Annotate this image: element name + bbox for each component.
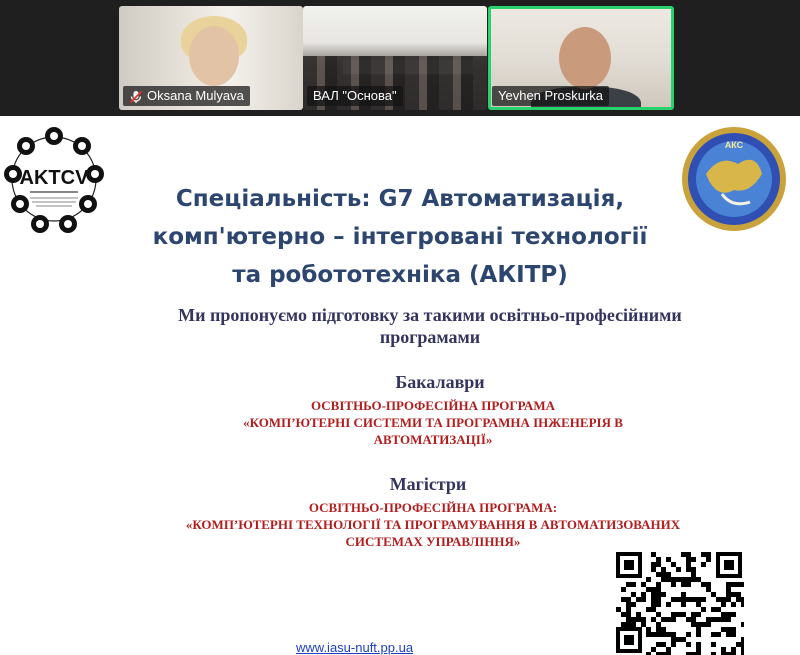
qr-module: [651, 597, 656, 602]
qr-module: [726, 617, 731, 622]
qr-module: [686, 552, 691, 557]
qr-module: [671, 612, 676, 617]
qr-module: [706, 622, 711, 627]
qr-module: [666, 632, 671, 637]
qr-module: [736, 642, 741, 647]
qr-module: [646, 632, 651, 637]
qr-module: [636, 597, 641, 602]
qr-module: [731, 632, 736, 637]
title-line: комп'ютерно – інтегровані технології: [152, 224, 648, 250]
intro-text: [100, 304, 760, 348]
qr-module: [621, 612, 626, 617]
bachelor-program-line: «КОМП’ЮТЕРНІ СИСТЕМИ ТА ПРОГРАМНА ІНЖЕНЕРІЯ В: [243, 415, 623, 430]
qr-module: [706, 557, 711, 562]
qr-module: [691, 577, 696, 582]
qr-module: [711, 632, 716, 637]
qr-module: [696, 627, 701, 632]
qr-module: [701, 562, 706, 567]
qr-module: [681, 577, 686, 582]
qr-module: [726, 627, 731, 632]
participant-tile-yevhen-active[interactable]: [488, 6, 674, 110]
qr-module: [671, 637, 676, 642]
qr-module: [661, 577, 666, 582]
participant-name: Yevhen Proskurka: [498, 88, 604, 103]
qr-module: [621, 587, 626, 592]
qr-module: [721, 627, 726, 632]
qr-module: [681, 597, 686, 602]
qr-module: [661, 572, 666, 577]
qr-module: [671, 617, 676, 622]
qr-module: [681, 552, 686, 557]
qr-code[interactable]: [614, 550, 744, 655]
qr-module: [716, 632, 721, 637]
qr-module: [666, 557, 671, 562]
qr-module: [691, 597, 696, 602]
logo-text: AKTCV: [19, 167, 89, 189]
qr-module: [686, 597, 691, 602]
qr-module: [711, 592, 716, 597]
title-line: та робототехніка (АКІТР): [232, 262, 568, 288]
qr-module: [696, 612, 701, 617]
qr-module: [626, 622, 631, 627]
qr-module: [641, 597, 646, 602]
qr-module: [681, 592, 686, 597]
qr-module: [656, 597, 661, 602]
qr-module: [626, 612, 631, 617]
qr-module: [686, 617, 691, 622]
qr-module: [671, 562, 676, 567]
shared-slide: [0, 116, 800, 655]
qr-module: [651, 587, 656, 592]
qr-module: [696, 597, 701, 602]
qr-module: [651, 647, 656, 652]
bachelor-program-line: ОСВІТНЬО-ПРОФЕСІЙНА ПРОГРАМА: [311, 398, 555, 413]
slide-title: [110, 180, 690, 294]
qr-module: [731, 612, 736, 617]
qr-module: [661, 617, 666, 622]
qr-module: [711, 607, 716, 612]
participant-tile-val[interactable]: [303, 6, 487, 110]
qr-module: [731, 592, 736, 597]
qr-module: [656, 612, 661, 617]
qr-module: [671, 597, 676, 602]
qr-module: [666, 647, 671, 652]
qr-module: [651, 632, 656, 637]
qr-module: [736, 582, 741, 587]
qr-module: [691, 617, 696, 622]
qr-module: [676, 577, 681, 582]
qr-module: [671, 582, 676, 587]
qr-module: [651, 617, 656, 622]
qr-module: [696, 632, 701, 637]
qr-module: [721, 602, 726, 607]
qr-module: [721, 597, 726, 602]
qr-module: [671, 632, 676, 637]
qr-module: [741, 642, 744, 647]
qr-module: [626, 582, 631, 587]
master-program-line: ОСВІТНЬО-ПРОФЕСІЙНА ПРОГРАМА:: [308, 500, 558, 515]
qr-module: [651, 602, 656, 607]
qr-module: [731, 627, 736, 632]
qr-module: [686, 642, 691, 647]
qr-module: [661, 642, 666, 647]
qr-module: [731, 602, 736, 607]
qr-module: [716, 607, 721, 612]
qr-module: [616, 607, 621, 612]
qr-module: [656, 592, 661, 597]
qr-module: [666, 572, 671, 577]
participant-name-tag: [123, 86, 250, 106]
qr-module: [676, 597, 681, 602]
qr-module: [701, 582, 706, 587]
qr-module: [726, 597, 731, 602]
university-emblem: [672, 124, 796, 234]
qr-module: [651, 562, 656, 567]
qr-module: [696, 622, 701, 627]
qr-module: [731, 647, 736, 652]
qr-module: [741, 622, 744, 627]
qr-module: [631, 582, 636, 587]
participant-name-tag: [307, 86, 403, 106]
qr-module: [661, 592, 666, 597]
qr-module: [641, 582, 646, 587]
website-link[interactable]: www.iasu-nuft.pp.ua: [296, 640, 414, 655]
participant-name: ВАЛ "Основа": [313, 88, 397, 103]
qr-module: [656, 602, 661, 607]
qr-module: [706, 552, 711, 557]
qr-module: [686, 582, 691, 587]
bachelor-heading: Бакалаври: [395, 372, 485, 392]
qr-module: [721, 647, 726, 652]
qr-module: [726, 587, 731, 592]
qr-module: [686, 562, 691, 567]
qr-module: [706, 587, 711, 592]
qr-module: [736, 592, 741, 597]
qr-module: [726, 582, 731, 587]
participant-name-tag: [492, 86, 609, 106]
qr-module: [656, 627, 661, 632]
qr-module: [691, 572, 696, 577]
title-line: Спеціальність: G7 Автоматизація,: [175, 186, 625, 212]
qr-module: [636, 612, 641, 617]
qr-module: [711, 642, 716, 647]
qr-module: [741, 597, 744, 602]
qr-module: [686, 632, 691, 637]
qr-module: [721, 617, 726, 622]
qr-module: [726, 632, 731, 637]
mic-off-icon: [129, 90, 143, 104]
master-heading: Магістри: [389, 474, 467, 494]
master-program-line: СИСТЕМАХ УПРАВЛІННЯ»: [345, 534, 521, 549]
qr-module: [741, 602, 744, 607]
qr-module: [666, 602, 671, 607]
qr-module: [721, 612, 726, 617]
qr-module: [656, 562, 661, 567]
qr-module: [626, 597, 631, 602]
qr-module: [731, 582, 736, 587]
bachelor-program-line: АВТОМАТИЗАЦІЇ»: [373, 432, 493, 447]
qr-module: [736, 597, 741, 602]
qr-module: [631, 602, 636, 607]
qr-module: [691, 612, 696, 617]
participant-face: [189, 26, 239, 86]
qr-module: [706, 582, 711, 587]
qr-module: [726, 612, 731, 617]
qr-module: [651, 607, 656, 612]
qr-module: [741, 582, 744, 587]
qr-module: [676, 567, 681, 572]
qr-module: [686, 557, 691, 562]
qr-module: [656, 557, 661, 562]
qr-module: [626, 617, 631, 622]
qr-module: [666, 577, 671, 582]
qr-module: [641, 622, 646, 627]
qr-module: [681, 612, 686, 617]
qr-module: [686, 577, 691, 582]
qr-module: [696, 602, 701, 607]
intro-line: програмами: [379, 327, 481, 347]
qr-module: [661, 632, 666, 637]
qr-module: [631, 592, 636, 597]
qr-module: [621, 597, 626, 602]
qr-module: [716, 617, 721, 622]
qr-module: [661, 627, 666, 632]
qr-module: [666, 617, 671, 622]
qr-module: [656, 642, 661, 647]
qr-module: [706, 617, 711, 622]
qr-module: [676, 612, 681, 617]
qr-module: [651, 552, 656, 557]
qr-module: [656, 622, 661, 627]
qr-module: [681, 602, 686, 607]
qr-module: [646, 577, 651, 582]
participant-tile-oksana[interactable]: [119, 6, 303, 110]
qr-module: [631, 617, 636, 622]
qr-module: [671, 577, 676, 582]
qr-module: [701, 552, 706, 557]
qr-module: [701, 607, 706, 612]
qr-module: [726, 592, 731, 597]
qr-module: [636, 617, 641, 622]
qr-module: [741, 647, 744, 652]
qr-module: [681, 637, 686, 642]
video-strip: [0, 0, 800, 116]
qr-module: [701, 622, 706, 627]
qr-module: [646, 607, 651, 612]
qr-module: [691, 622, 696, 627]
qr-module: [686, 567, 691, 572]
qr-module: [646, 627, 651, 632]
qr-module: [641, 617, 646, 622]
qr-module: [656, 572, 661, 577]
participant-name: Oksana Mulyava: [147, 88, 244, 103]
qr-module: [696, 647, 701, 652]
qr-module: [646, 587, 651, 592]
qr-module: [691, 557, 696, 562]
master-program-line: «КОМП’ЮТЕРНІ ТЕХНОЛОГІЇ ТА ПРОГРАМУВАННЯ В АВТОМАТИЗОВАНИХ: [185, 517, 681, 532]
qr-module: [631, 622, 636, 627]
qr-module: [651, 592, 656, 597]
qr-module: [661, 567, 666, 572]
qr-module: [626, 602, 631, 607]
qr-module: [656, 582, 661, 587]
qr-module: [671, 642, 676, 647]
department-logo: [2, 122, 106, 236]
qr-module: [711, 617, 716, 622]
emblem-text: АКС: [724, 140, 744, 150]
qr-module: [651, 567, 656, 572]
qr-module: [676, 637, 681, 642]
qr-module: [741, 637, 744, 642]
intro-line: Ми пропонуємо підготовку за такими освітньо-професійними: [178, 305, 682, 325]
qr-module: [656, 632, 661, 637]
qr-module: [656, 587, 661, 592]
qr-module: [691, 567, 696, 572]
qr-module: [716, 597, 721, 602]
qr-module: [641, 592, 646, 597]
qr-module: [696, 642, 701, 647]
qr-module: [701, 597, 706, 602]
qr-module: [681, 582, 686, 587]
qr-module: [626, 607, 631, 612]
participant-face: [559, 27, 611, 89]
qr-module: [696, 577, 701, 582]
qr-module: [621, 622, 626, 627]
